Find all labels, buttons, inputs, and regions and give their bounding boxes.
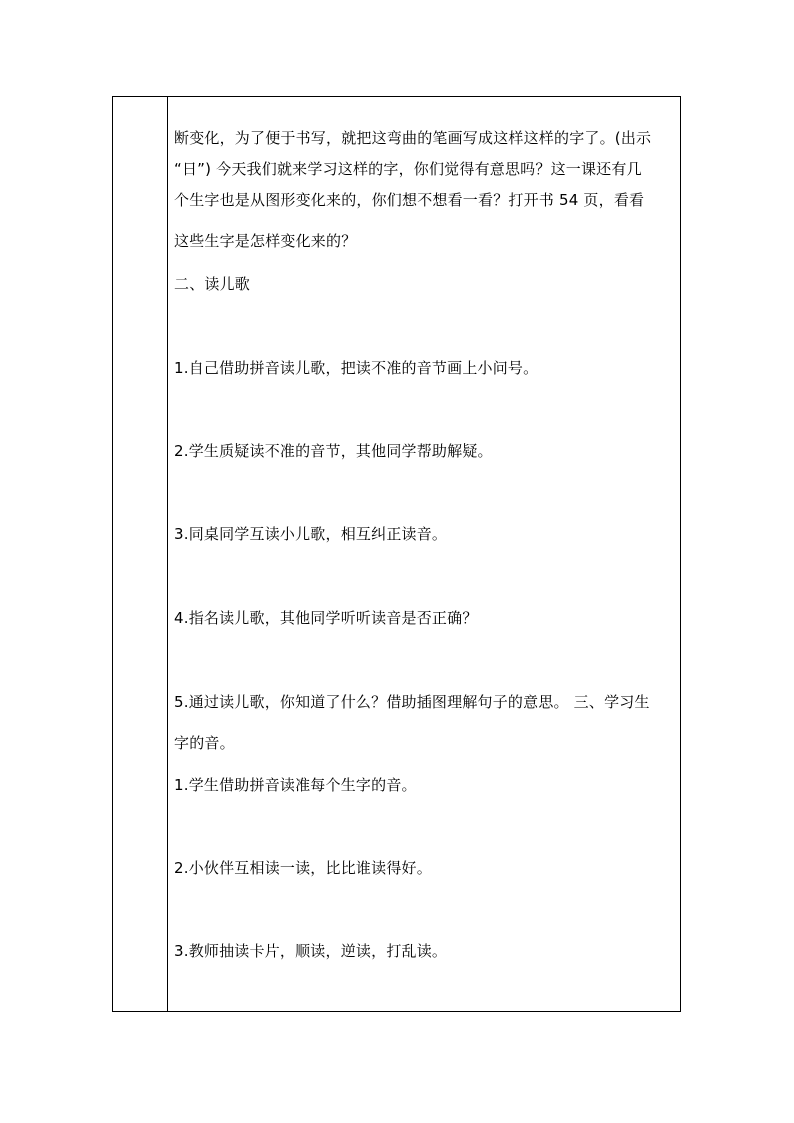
list-item: 2.小伙伴互相读一读，比比谁读得好。 — [174, 859, 432, 877]
list-item: 3.教师抽读卡片，顺读，逆读，打乱读。 — [174, 942, 448, 960]
paragraph-line: “日”) 今天我们就来学习这样的字，你们觉得有意思吗？这一课还有几 — [174, 160, 642, 178]
section-heading: 二、读儿歌 — [174, 275, 251, 293]
paragraph-line: 断变化，为了便于书写，就把这弯曲的笔画写成这样这样的字了。(出示 — [174, 129, 652, 147]
paragraph-line: 个生字也是从图形变化来的，你们想不想看一看？打开书 54 页，看看 — [174, 191, 645, 209]
list-item-continuation: 字的音。 — [174, 734, 235, 752]
list-item: 5.通过读儿歌，你知道了什么？借助插图理解句子的意思。 三、学习生 — [174, 693, 650, 711]
list-item: 4.指名读儿歌，其他同学听听读音是否正确？ — [174, 609, 478, 627]
lesson-table — [112, 96, 681, 1012]
list-item: 1.学生借助拼音读准每个生字的音。 — [174, 776, 417, 794]
label-column — [113, 97, 168, 1011]
list-item: 2.学生质疑读不准的音节，其他同学帮助解疑。 — [174, 442, 493, 460]
paragraph-line: 这些生字是怎样变化来的？ — [174, 232, 357, 250]
list-item: 3.同桌同学互读小儿歌，相互纠正读音。 — [174, 525, 448, 543]
content-column — [169, 97, 680, 1011]
list-item: 1.自己借助拼音读儿歌，把读不准的音节画上小问号。 — [174, 359, 539, 377]
